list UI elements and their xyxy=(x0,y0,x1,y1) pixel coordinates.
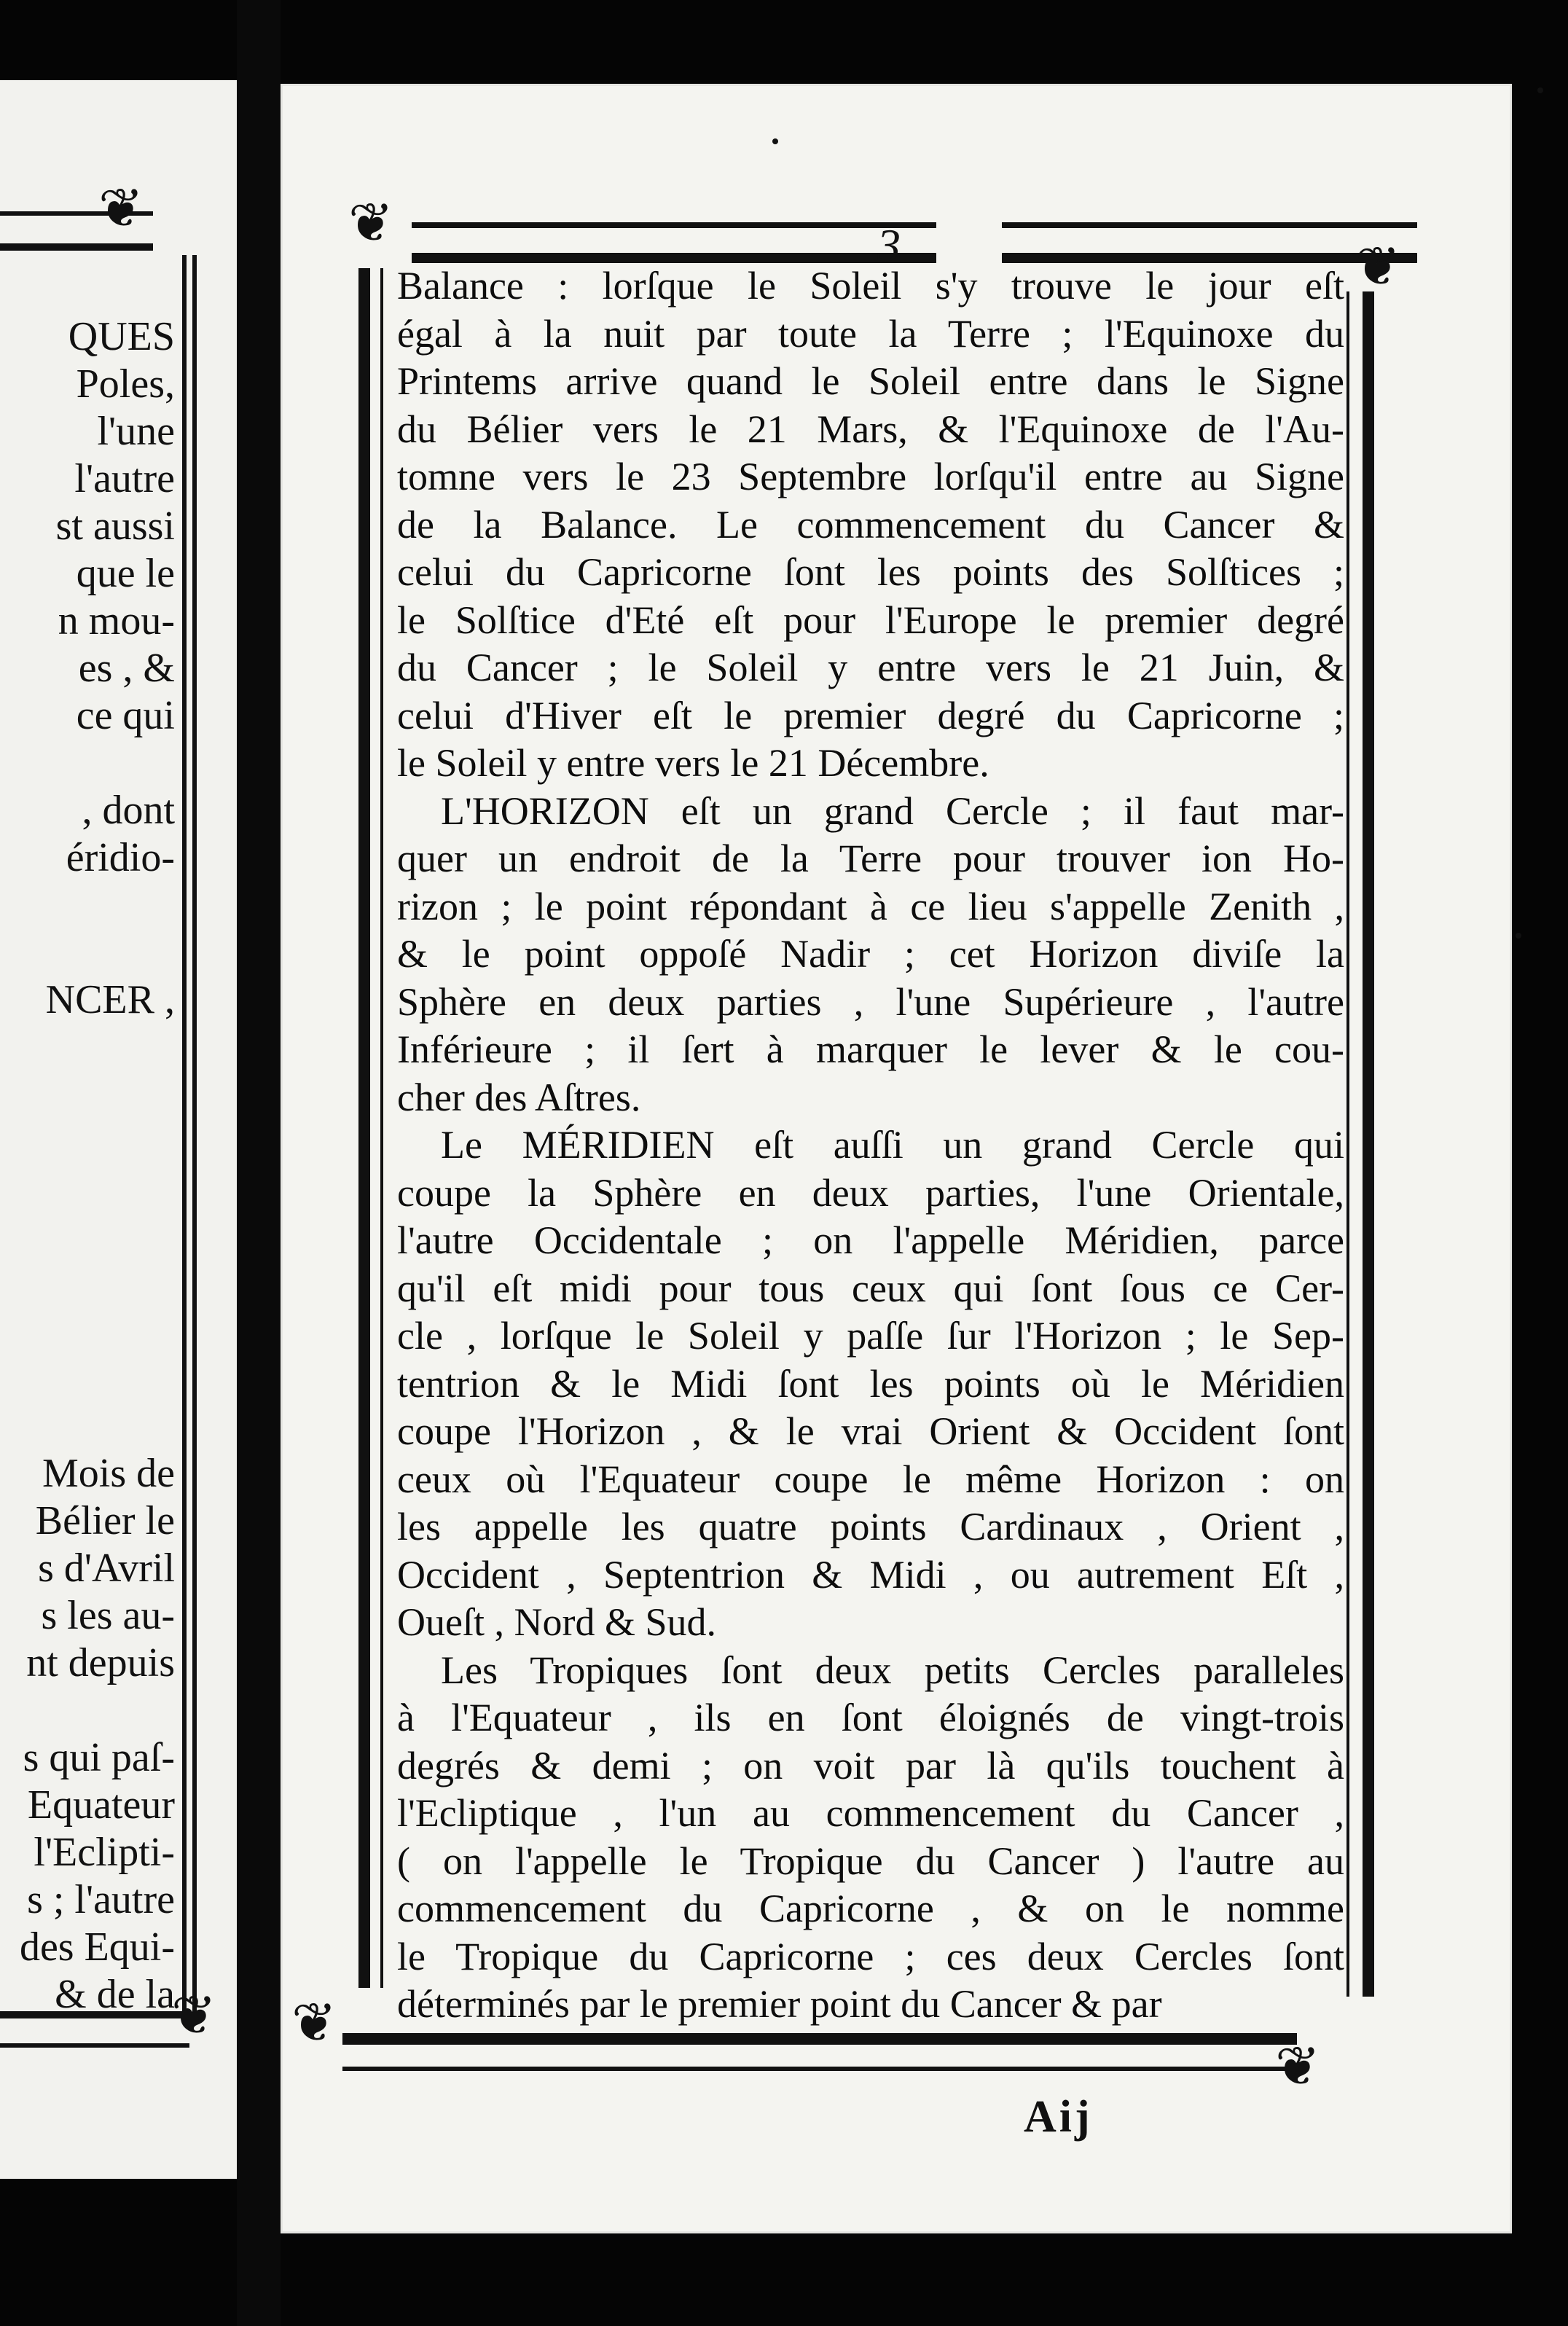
left-page-fragment: l'Eclipti- xyxy=(34,1830,175,1875)
text-line: ( on l'appelle le Tropique du Cancer ) l'autre au xyxy=(397,1839,1344,1883)
left-page-fragment: que le xyxy=(76,551,175,596)
speck xyxy=(1516,933,1521,939)
text-line: coupe la Sphère en deux parties, l'une Orientale, xyxy=(397,1170,1344,1215)
text-line: tentrion & le Midi ſont les points où le Méridien xyxy=(397,1361,1344,1406)
left-page-text-fragments xyxy=(0,313,175,2018)
left-page-fragment: ce qui xyxy=(76,693,175,738)
left-top-corner-ornament-icon: ❦ xyxy=(98,179,144,239)
text-line: & le point oppoſé Nadir ; cet Horizon diviſe la xyxy=(397,932,1344,976)
left-page-fragment xyxy=(0,1403,175,1450)
left-page-fragment: s les au- xyxy=(41,1593,175,1638)
left-page-bottom-rule xyxy=(0,2011,189,2048)
bottom-left-corner-ornament-icon: ❦ xyxy=(291,1994,337,2053)
text-line: l'Ecliptique , l'un au commencement du Cancer , xyxy=(397,1791,1344,1835)
text-line: les appelle les quatre points Cardinaux , Orient , xyxy=(397,1505,1344,1548)
speck xyxy=(772,138,778,144)
page-body-text xyxy=(397,262,1344,2029)
text-line: égal à la nuit par toute la Terre ; l'Equinoxe du xyxy=(397,311,1344,356)
text-line: tomne vers le 23 Septembre lorſqu'il entre au Signe xyxy=(397,455,1344,498)
left-page-fragment xyxy=(0,1166,175,1213)
left-bottom-corner-ornament-icon: ❦ xyxy=(171,1986,217,2046)
left-page-fragment xyxy=(0,1024,175,1071)
left-page-fragment: n mou- xyxy=(58,598,175,643)
text-line: Le MÉRIDIEN eſt auſſi un grand Cercle qui xyxy=(441,1123,1344,1167)
text-line: celui d'Hiver eſt le premier degré du Capricorne ; xyxy=(397,693,1344,737)
left-page-fragment: Equateur xyxy=(27,1782,175,1828)
left-page-fragment: nt depuis xyxy=(26,1640,175,1685)
text-line: qu'il eſt midi pour tous ceux qui ſont ſous ce Cer- xyxy=(397,1266,1344,1310)
left-page-fragment xyxy=(0,1261,175,1308)
page-number: 3 xyxy=(877,219,901,271)
left-page-fragment: l'une xyxy=(97,409,175,454)
bottom-right-corner-ornament-icon: ❦ xyxy=(1275,2037,1321,2097)
left-page-fragment: s qui paſ- xyxy=(23,1735,175,1780)
text-line: du Cancer ; le Soleil y entre vers le 21 Juin, & xyxy=(397,646,1344,689)
text-line: coupe l'Horizon , & le vrai Orient & Occident ſont xyxy=(397,1409,1344,1453)
page-bottom-border xyxy=(342,2033,1297,2071)
right-border-thin-rule xyxy=(1346,291,1349,1997)
left-page-fragment: s ; l'autre xyxy=(27,1877,175,1922)
text-line: degrés & demi ; on voit par là qu'ils touchent à xyxy=(397,1743,1344,1787)
text-line: de la Balance. Le commencement du Cancer & xyxy=(397,502,1344,547)
left-page-fragment: s d'Avril xyxy=(38,1546,175,1591)
left-page-fragment: , dont xyxy=(82,788,175,833)
left-page-fragment: QUES xyxy=(68,314,175,359)
text-line: du Bélier vers le 21 Mars, & l'Equinoxe de l'Au- xyxy=(397,407,1344,451)
text-line: ceux où l'Equateur coupe le même Horizon : on xyxy=(397,1457,1344,1501)
text-line: L'HORIZON eſt un grand Cercle ; il faut mar- xyxy=(441,788,1344,833)
left-page-fragment: l'autre xyxy=(74,456,175,501)
left-page-vertical-rule xyxy=(182,255,187,2018)
text-line: quer un endroit de la Terre pour trouver ion Ho- xyxy=(397,837,1344,880)
text-line: le Solſtice d'Eté eſt pour l'Europe le premier degré xyxy=(397,598,1344,642)
left-page-fragment: NCER , xyxy=(45,977,175,1022)
text-line: celui du Capricorne ſont les points des Solſtices ; xyxy=(397,550,1344,594)
left-page-fragment xyxy=(0,1119,175,1166)
left-page-fragment: Poles, xyxy=(76,361,175,407)
text-line: rizon ; le point répondant à ce lieu s'appelle Zenith , xyxy=(397,884,1344,928)
left-page-fragment xyxy=(0,740,175,787)
left-page-fragment: des Equi- xyxy=(19,1924,175,1970)
text-line: Les Tropiques ſont deux petits Cercles paralleles xyxy=(441,1648,1344,1692)
left-page-fragment xyxy=(0,1213,175,1261)
left-border-rule xyxy=(358,268,370,1988)
text-line: le Tropique du Capricorne ; ces deux Cercles ſont xyxy=(397,1934,1344,1978)
text-line: commencement du Capricorne , & on le nomme xyxy=(397,1887,1344,1930)
left-page-fragment xyxy=(0,929,175,976)
text-line: l'autre Occidentale ; on l'appelle Méridien, parce xyxy=(397,1218,1344,1262)
left-border-thin-rule xyxy=(380,268,383,1988)
text-line: Printems arrive quand le Soleil entre dans le Signe xyxy=(397,359,1344,403)
top-left-corner-ornament-icon: ❦ xyxy=(348,194,394,254)
left-page-fragment: st aussi xyxy=(55,504,175,549)
left-page-fragment xyxy=(0,1071,175,1119)
left-page-fragment: éridio- xyxy=(66,835,175,880)
left-page-fragment: & de la xyxy=(55,1972,175,2017)
left-page-fragment xyxy=(0,1355,175,1403)
text-line: à l'Equateur , ils en ſont éloignés de vingt-trois xyxy=(397,1696,1344,1739)
right-border-rule xyxy=(1363,291,1374,1997)
text-line: cher des Aſtres. xyxy=(397,1075,641,1119)
text-line: Sphère en deux parties , l'une Supérieure , l'autre xyxy=(397,979,1344,1024)
text-line: Oueſt , Nord & Sud. xyxy=(397,1600,716,1644)
left-facing-page xyxy=(0,80,240,2179)
left-page-fragment xyxy=(0,1308,175,1355)
left-page-fragment: Mois de xyxy=(42,1451,175,1496)
left-page-fragment xyxy=(0,1687,175,1734)
text-line: déterminés par le premier point du Cancer & par xyxy=(397,1982,1162,2026)
book-gutter xyxy=(237,0,281,2326)
text-line: Occident , Septentrion & Midi , ou autrement Eſt , xyxy=(397,1552,1344,1597)
signature-mark: Aij xyxy=(1024,2092,1093,2142)
top-right-corner-ornament-icon: ❦ xyxy=(1355,238,1401,297)
left-page-fragment: es , & xyxy=(78,646,175,691)
left-page-fragment xyxy=(0,882,175,929)
text-line: Inférieure ; il ſert à marquer le lever & le cou- xyxy=(397,1027,1344,1071)
speck xyxy=(1537,87,1543,93)
text-line: cle , lorſque le Soleil y paſſe ſur l'Horizon ; le Sep- xyxy=(397,1314,1344,1358)
text-line: le Soleil y entre vers le 21 Décembre. xyxy=(397,741,989,785)
left-page-fragment: Bélier le xyxy=(35,1498,175,1543)
text-line: Balance : lorſque le Soleil s'y trouve le jour eſt xyxy=(397,264,1344,308)
